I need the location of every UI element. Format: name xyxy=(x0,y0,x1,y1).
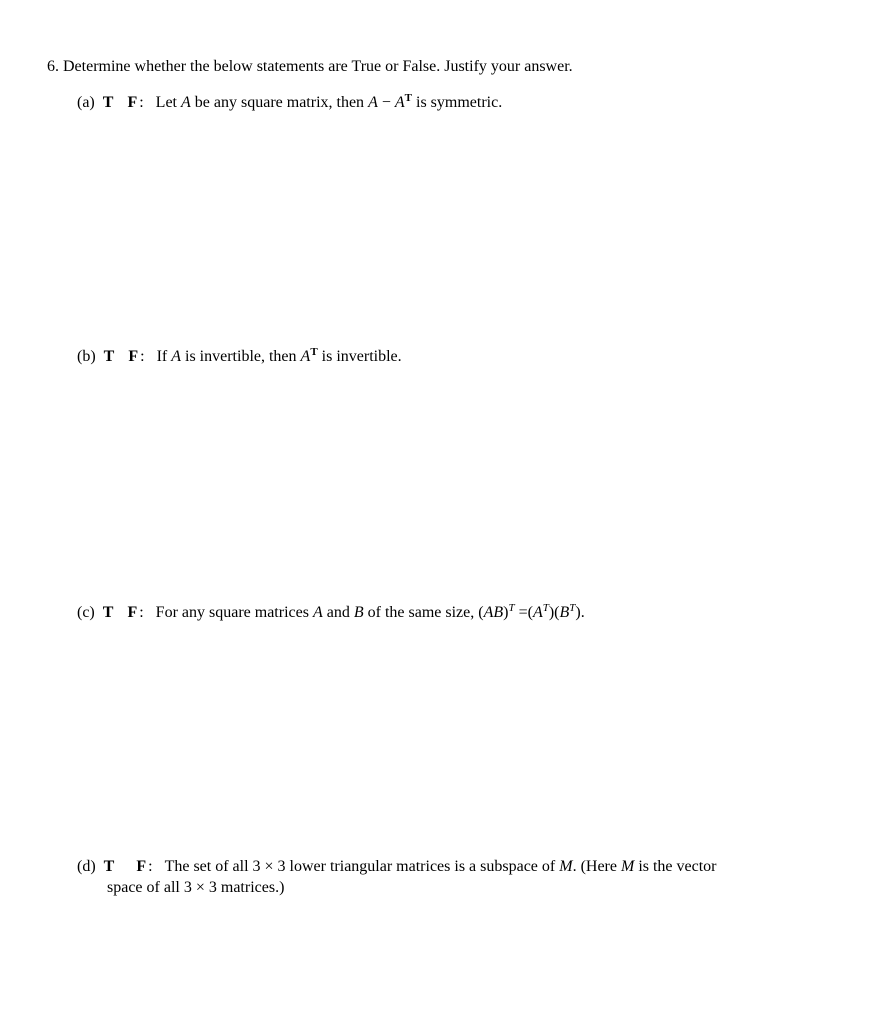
part-a xyxy=(77,92,502,112)
part-c-colon: : xyxy=(139,604,144,621)
part-d-false-option[interactable]: F xyxy=(136,858,147,875)
part-b-label: (b) xyxy=(77,348,96,365)
part-d-statement-line2: space of all 3 × 3 matrices.) xyxy=(107,879,285,896)
question-number: 6. xyxy=(47,58,59,75)
part-a-statement: Let A be any square matrix, then $A - A^T$ is symmetric. xyxy=(155,92,503,111)
part-c-statement: For any square matrices A and B of the same size, $(AB)^T =(A^T)(B^T)$. xyxy=(155,602,585,621)
part-c-label: (c) xyxy=(77,604,95,621)
question-instructions: Determine whether the below statements are True or False. Justify your answer. xyxy=(63,58,573,75)
part-a-true-option[interactable]: T xyxy=(102,94,114,111)
part-d-colon: : xyxy=(148,858,153,875)
part-a-false-option[interactable]: F xyxy=(127,94,138,111)
part-c xyxy=(77,602,585,622)
question-6-header xyxy=(47,58,573,76)
part-c-false-option[interactable]: F xyxy=(127,604,138,621)
part-b-statement: If A is invertible, then $A^T$ is invertible. xyxy=(156,346,402,365)
part-c-true-option[interactable]: T xyxy=(102,604,114,621)
part-b-false-option[interactable]: F xyxy=(128,348,139,365)
part-b-colon: : xyxy=(140,348,145,365)
part-a-colon: : xyxy=(139,94,144,111)
part-d xyxy=(77,858,867,876)
part-d-true-option[interactable]: T xyxy=(103,858,115,875)
part-a-label: (a) xyxy=(77,94,95,111)
part-b-true-option[interactable]: T xyxy=(103,348,115,365)
part-b xyxy=(77,346,402,366)
part-d-label: (d) xyxy=(77,858,96,875)
part-d-statement-line1: The set of all 3 × 3 lower triangular matrices is a subspace of M. (Here M is the vector xyxy=(164,858,717,875)
